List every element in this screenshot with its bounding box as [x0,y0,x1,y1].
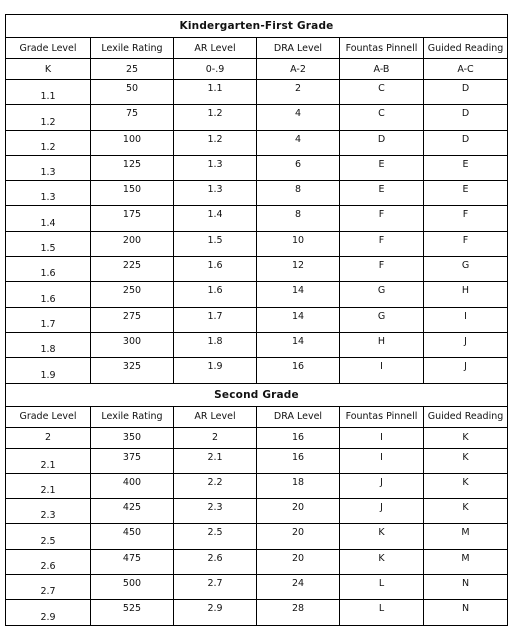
cell-fountas-pinnell: K [340,549,424,574]
table-row [6,549,508,574]
cell-grade-level: 1.5 [6,231,91,256]
cell-dra-level: 16 [257,358,340,383]
cell-guided-reading: I [424,307,508,332]
cell-guided-reading: D [424,105,508,130]
cell-guided-reading: M [424,549,508,574]
cell-guided-reading: A-C [424,59,508,80]
cell-grade-level: 1.3 [6,181,91,206]
cell-fountas-pinnell: G [340,307,424,332]
table-row [6,307,508,332]
cell-lexile-rating: 150 [91,181,174,206]
cell-lexile-rating: 525 [91,600,174,625]
column-header-fountas-pinnell: Fountas Pinnell [340,38,424,59]
cell-fountas-pinnell: L [340,600,424,625]
cell-lexile-rating: 475 [91,549,174,574]
column-header-row [6,406,508,427]
cell-ar-level: 0-.9 [174,59,257,80]
cell-guided-reading: K [424,448,508,473]
cell-ar-level: 2.2 [174,473,257,498]
cell-ar-level: 1.2 [174,105,257,130]
cell-dra-level: 10 [257,231,340,256]
table-row [6,105,508,130]
cell-guided-reading: G [424,257,508,282]
cell-dra-level: 14 [257,332,340,357]
cell-dra-level: A-2 [257,59,340,80]
cell-grade-level: 1.3 [6,155,91,180]
cell-dra-level: 20 [257,524,340,549]
cell-fountas-pinnell: C [340,105,424,130]
cell-guided-reading: J [424,332,508,357]
table-row [6,206,508,231]
column-header-lexile-rating: Lexile Rating [91,38,174,59]
cell-fountas-pinnell: I [340,448,424,473]
table-row [6,257,508,282]
cell-ar-level: 1.1 [174,80,257,105]
cell-fountas-pinnell: F [340,257,424,282]
cell-lexile-rating: 250 [91,282,174,307]
cell-dra-level: 20 [257,549,340,574]
cell-lexile-rating: 100 [91,130,174,155]
cell-fountas-pinnell: A-B [340,59,424,80]
cell-ar-level: 1.3 [174,181,257,206]
cell-lexile-rating: 500 [91,575,174,600]
cell-grade-level: 2.3 [6,499,91,524]
cell-fountas-pinnell: E [340,181,424,206]
column-header-guided-reading: Guided Reading [424,406,508,427]
cell-grade-level: 2.1 [6,473,91,498]
column-header-grade-level: Grade Level [6,38,91,59]
column-header-row [6,38,508,59]
cell-ar-level: 1.8 [174,332,257,357]
cell-grade-level: 2.6 [6,549,91,574]
cell-fountas-pinnell: K [340,524,424,549]
cell-ar-level: 2.6 [174,549,257,574]
section-title: Second Grade [6,383,508,406]
cell-lexile-rating: 400 [91,473,174,498]
cell-lexile-rating: 425 [91,499,174,524]
cell-ar-level: 1.6 [174,257,257,282]
table-row [6,80,508,105]
section-title-row [6,15,508,38]
cell-ar-level: 2.7 [174,575,257,600]
cell-ar-level: 1.6 [174,282,257,307]
cell-grade-level: 1.6 [6,257,91,282]
table-row [6,600,508,625]
cell-ar-level: 1.5 [174,231,257,256]
table-body [6,15,508,626]
cell-guided-reading: J [424,358,508,383]
cell-grade-level: 1.2 [6,105,91,130]
cell-dra-level: 20 [257,499,340,524]
cell-grade-level: 1.1 [6,80,91,105]
table-row [6,358,508,383]
cell-guided-reading: H [424,282,508,307]
column-header-lexile-rating: Lexile Rating [91,406,174,427]
cell-guided-reading: N [424,575,508,600]
table-row [6,130,508,155]
table-row [6,181,508,206]
cell-grade-level: 1.4 [6,206,91,231]
cell-ar-level: 2.3 [174,499,257,524]
cell-ar-level: 1.4 [174,206,257,231]
cell-lexile-rating: 300 [91,332,174,357]
cell-fountas-pinnell: J [340,473,424,498]
cell-guided-reading: F [424,231,508,256]
cell-fountas-pinnell: C [340,80,424,105]
column-header-grade-level: Grade Level [6,406,91,427]
cell-dra-level: 16 [257,448,340,473]
table-row [6,332,508,357]
cell-guided-reading: K [424,473,508,498]
cell-guided-reading: E [424,155,508,180]
cell-dra-level: 14 [257,282,340,307]
cell-grade-level: K [6,59,91,80]
cell-guided-reading: D [424,130,508,155]
cell-guided-reading: E [424,181,508,206]
cell-lexile-rating: 275 [91,307,174,332]
cell-grade-level: 2.5 [6,524,91,549]
cell-lexile-rating: 25 [91,59,174,80]
cell-dra-level: 2 [257,80,340,105]
cell-ar-level: 1.2 [174,130,257,155]
table-row [6,282,508,307]
cell-dra-level: 24 [257,575,340,600]
cell-fountas-pinnell: J [340,499,424,524]
cell-dra-level: 4 [257,130,340,155]
cell-ar-level: 2.1 [174,448,257,473]
column-header-ar-level: AR Level [174,38,257,59]
cell-guided-reading: M [424,524,508,549]
cell-ar-level: 1.3 [174,155,257,180]
cell-grade-level: 2 [6,427,91,448]
cell-lexile-rating: 175 [91,206,174,231]
cell-guided-reading: K [424,427,508,448]
cell-grade-level: 1.7 [6,307,91,332]
cell-dra-level: 14 [257,307,340,332]
reading-level-table [5,14,508,626]
cell-guided-reading: K [424,499,508,524]
table-row [6,59,508,80]
cell-grade-level: 1.9 [6,358,91,383]
column-header-dra-level: DRA Level [257,406,340,427]
cell-fountas-pinnell: F [340,206,424,231]
cell-fountas-pinnell: I [340,358,424,383]
cell-dra-level: 28 [257,600,340,625]
cell-lexile-rating: 50 [91,80,174,105]
cell-ar-level: 2.5 [174,524,257,549]
section-title-row [6,383,508,406]
cell-lexile-rating: 450 [91,524,174,549]
cell-lexile-rating: 125 [91,155,174,180]
cell-dra-level: 12 [257,257,340,282]
cell-dra-level: 16 [257,427,340,448]
cell-ar-level: 1.7 [174,307,257,332]
cell-ar-level: 2.9 [174,600,257,625]
cell-fountas-pinnell: H [340,332,424,357]
reading-level-chart [5,14,507,626]
cell-fountas-pinnell: D [340,130,424,155]
cell-lexile-rating: 325 [91,358,174,383]
table-row [6,473,508,498]
cell-guided-reading: D [424,80,508,105]
cell-fountas-pinnell: E [340,155,424,180]
column-header-dra-level: DRA Level [257,38,340,59]
cell-guided-reading: F [424,206,508,231]
cell-guided-reading: N [424,600,508,625]
table-row [6,427,508,448]
cell-fountas-pinnell: I [340,427,424,448]
cell-lexile-rating: 75 [91,105,174,130]
cell-dra-level: 8 [257,206,340,231]
column-header-guided-reading: Guided Reading [424,38,508,59]
cell-grade-level: 1.8 [6,332,91,357]
table-row [6,499,508,524]
cell-dra-level: 8 [257,181,340,206]
cell-ar-level: 2 [174,427,257,448]
cell-dra-level: 18 [257,473,340,498]
cell-grade-level: 2.7 [6,575,91,600]
cell-lexile-rating: 350 [91,427,174,448]
cell-grade-level: 2.9 [6,600,91,625]
table-row [6,231,508,256]
cell-dra-level: 4 [257,105,340,130]
section-title: Kindergarten-First Grade [6,15,508,38]
table-row [6,575,508,600]
cell-fountas-pinnell: F [340,231,424,256]
column-header-fountas-pinnell: Fountas Pinnell [340,406,424,427]
table-row [6,524,508,549]
cell-lexile-rating: 200 [91,231,174,256]
cell-lexile-rating: 375 [91,448,174,473]
cell-grade-level: 1.2 [6,130,91,155]
cell-dra-level: 6 [257,155,340,180]
cell-fountas-pinnell: L [340,575,424,600]
cell-grade-level: 2.1 [6,448,91,473]
column-header-ar-level: AR Level [174,406,257,427]
table-row [6,155,508,180]
cell-grade-level: 1.6 [6,282,91,307]
cell-ar-level: 1.9 [174,358,257,383]
cell-fountas-pinnell: G [340,282,424,307]
table-row [6,448,508,473]
cell-lexile-rating: 225 [91,257,174,282]
